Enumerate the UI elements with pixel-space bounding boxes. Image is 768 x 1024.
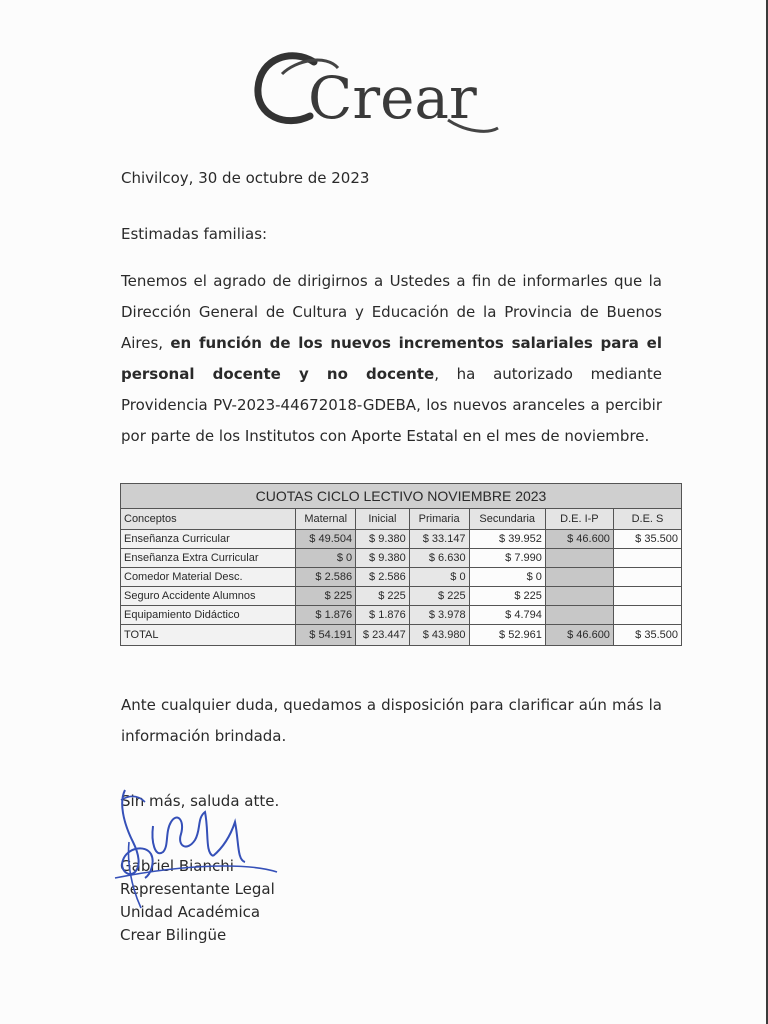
table-cell: $ 46.600 [545,625,613,646]
signer-unit: Unidad Académica [120,903,261,921]
table-row [121,549,682,568]
body-text-part1: Tenemos el agrado de dirigirnos a Ustedes a fin de informarles que la Dirección General de Cultura y Educación de la Provincia de Buenos Aires, [121,272,662,352]
table-cell: $ 7.990 [469,549,545,568]
table-cell: Enseñanza Extra Curricular [121,549,296,568]
signer-name: Gabriel Bianchi [120,857,234,875]
table-title: CUOTAS CICLO LECTIVO NOVIEMBRE 2023 [121,484,682,509]
table-cell [545,568,613,587]
table-cell: Equipamiento Didáctico [121,606,296,625]
letter-greeting: Estimadas familias: [121,225,268,243]
header-cell: D.E. I-P [545,509,613,530]
table-cell: TOTAL [121,625,296,646]
table-cell: $ 23.447 [356,625,410,646]
table-cell: $ 9.380 [356,530,410,549]
table-cell: $ 1.876 [296,606,356,625]
table-cell: Enseñanza Curricular [121,530,296,549]
header-cell: Conceptos [121,509,296,530]
table-row [121,568,682,587]
table-total-row [121,625,682,646]
table-cell: $ 35.500 [613,625,681,646]
table-cell: $ 4.794 [469,606,545,625]
table-cell: $ 3.978 [409,606,469,625]
table-cell: $ 33.147 [409,530,469,549]
table-cell: $ 52.961 [469,625,545,646]
table-cell: Comedor Material Desc. [121,568,296,587]
table-cell: $ 9.380 [356,549,410,568]
table-cell [545,549,613,568]
table-cell [613,606,681,625]
table-cell: $ 2.586 [296,568,356,587]
fee-table [120,483,682,646]
signer-role: Representante Legal [120,880,275,898]
signer-org: Crear Bilingüe [120,926,227,944]
table-cell: $ 43.980 [409,625,469,646]
letter-body-paragraph [121,266,662,452]
table-row [121,606,682,625]
table-cell: $ 1.876 [356,606,410,625]
table-cell: $ 0 [296,549,356,568]
table-cell [613,549,681,568]
table-cell: $ 49.504 [296,530,356,549]
table-cell: $ 6.630 [409,549,469,568]
table-cell: $ 35.500 [613,530,681,549]
table-cell: $ 225 [296,587,356,606]
header-cell: D.E. S [613,509,681,530]
letter-closing: Ante cualquier duda, quedamos a disposición para clarificar aún más la información brindada. [121,696,662,745]
table-header-row [121,509,682,530]
table-cell [545,606,613,625]
letter-date: Chivilcoy, 30 de octubre de 2023 [121,169,370,187]
table-row [121,530,682,549]
table-cell: $ 225 [469,587,545,606]
handwritten-signature [105,782,290,912]
table-cell: $ 225 [356,587,410,606]
table-cell: $ 0 [469,568,545,587]
body-text-bold: en función de los nuevos incrementos salariales para el personal docente y no docente [121,334,662,383]
table-cell: $ 54.191 [296,625,356,646]
table-cell: $ 46.600 [545,530,613,549]
crear-logo [252,40,512,140]
table-cell: Seguro Accidente Alumnos [121,587,296,606]
table-cell: $ 2.586 [356,568,410,587]
table-cell [545,587,613,606]
header-cell: Secundaria [469,509,545,530]
table-row [121,587,682,606]
table-cell: $ 225 [409,587,469,606]
letter-farewell: Sin más, saluda atte. [121,792,280,810]
table-cell [613,587,681,606]
table-cell: $ 0 [409,568,469,587]
crear-logo-graphic [252,40,512,140]
header-cell: Primaria [409,509,469,530]
header-cell: Maternal [296,509,356,530]
header-cell: Inicial [356,509,410,530]
table-cell: $ 39.952 [469,530,545,549]
body-text-part2: , ha autorizado mediante Providencia PV-2023-44672018-GDEBA, los nuevos aranceles a percibir por parte de los Institutos con Aporte Estatal en el mes de noviembre. [121,365,662,445]
table-cell [613,568,681,587]
logo-wordmark: Crear [308,64,477,132]
